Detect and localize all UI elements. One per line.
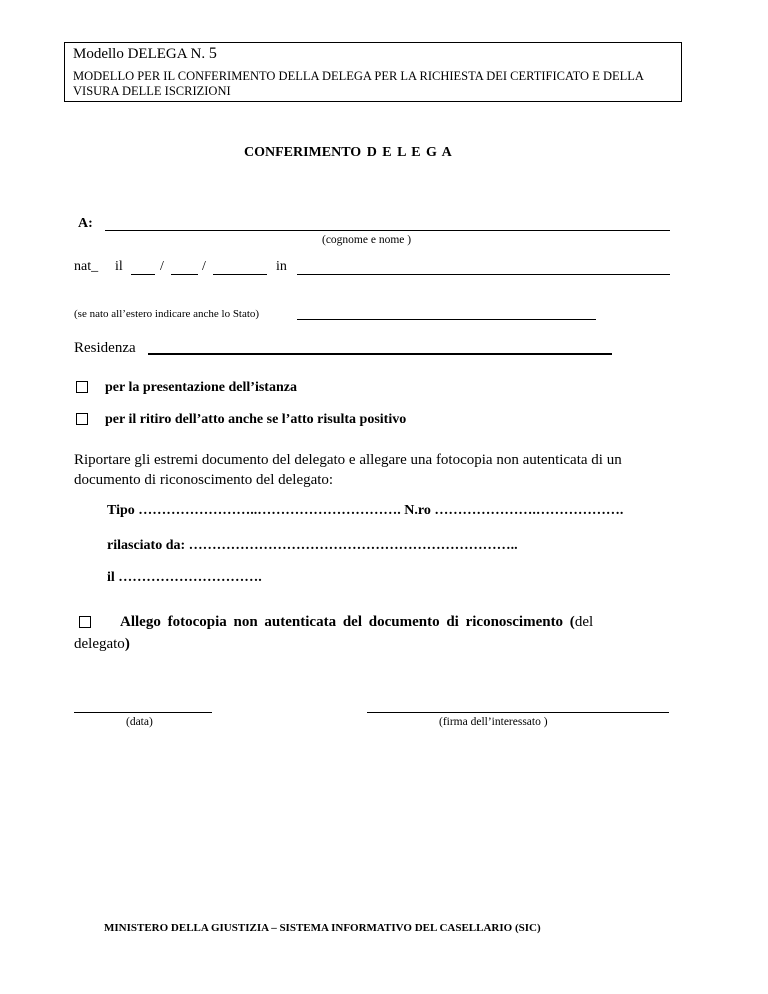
foreign-birth-note: (se nato all’estero indicare anche lo Stato) <box>74 308 260 320</box>
signature-field[interactable] <box>367 712 669 713</box>
birth-day-field[interactable] <box>131 274 155 275</box>
birth-month-field[interactable] <box>171 274 198 275</box>
nat-label: nat_ <box>74 259 99 274</box>
doc-rilasciato-row <box>107 538 518 554</box>
signature-caption: (firma dell’interessato ) <box>439 716 548 728</box>
birth-slash-2: / <box>202 259 206 274</box>
birth-place-field[interactable] <box>297 274 670 275</box>
doc-nro-label: N.ro <box>404 503 431 518</box>
doc-il-label: il <box>107 570 115 585</box>
doc-tipo-label: Tipo <box>107 503 135 518</box>
form-title-n: N. <box>190 46 206 62</box>
residence-label: Residenza <box>74 340 136 356</box>
delegate-name-caption: (cognome e nome ) <box>322 234 412 246</box>
birth-in-label: in <box>276 259 287 274</box>
delegate-label: A: <box>78 216 93 231</box>
doc-rilasciato-field[interactable]: …………………………………………………………….. <box>188 538 518 553</box>
date-caption: (data) <box>126 716 153 728</box>
page-title: CONFERIMENTO D E L E G A <box>244 145 452 160</box>
attachment-label-bold: Allego fotocopia non autenticata del documento di riconoscimento ( <box>120 614 575 630</box>
attachment-label-line1 <box>120 614 593 631</box>
doc-nro-field[interactable]: ………………….………………. <box>434 503 624 518</box>
residence-field[interactable] <box>148 353 612 355</box>
attachment-label-close: ) <box>124 636 130 652</box>
birth-year-field[interactable] <box>213 274 267 275</box>
form-title <box>73 45 217 63</box>
doc-il-row <box>107 570 262 586</box>
form-title-prefix: Modello DELEGA <box>73 46 187 62</box>
attachment-label-del: del <box>574 614 594 630</box>
doc-rilasciato-label: rilasciato da: <box>107 538 186 553</box>
birth-slash-1: / <box>160 259 164 274</box>
delegate-name-field[interactable] <box>105 230 670 231</box>
form-number: 5 <box>208 45 217 62</box>
option-presentazione-checkbox[interactable] <box>76 381 88 393</box>
instructions-text: Riportare gli estremi documento del delegato e allegare una fotocopia non autenticata di un documento di riconoscimento del delegato: <box>74 452 622 488</box>
form-subtitle: MODELLO PER IL CONFERIMENTO DELLA DELEGA PER LA RICHIESTA DEI CERTIFICATO E DELLA VISURA DELLE ISCRIZIONI <box>73 69 644 98</box>
option-ritiro-label: per il ritiro dell’atto anche se l’atto risulta positivo <box>105 412 407 427</box>
birth-il-label: il <box>115 259 123 274</box>
doc-tipo-row <box>107 503 623 519</box>
doc-tipo-field[interactable]: ……………………..…………………………. <box>138 503 401 518</box>
attachment-label-line2 <box>74 636 130 653</box>
page-footer: MINISTERO DELLA GIUSTIZIA – SISTEMA INFORMATIVO DEL CASELLARIO (SIC) <box>104 922 541 934</box>
option-presentazione-label: per la presentazione dell’istanza <box>105 380 297 395</box>
date-field[interactable] <box>74 712 212 713</box>
attachment-checkbox[interactable] <box>79 616 91 628</box>
attachment-label-delegato: delegato <box>74 636 125 652</box>
form-header <box>64 42 682 102</box>
doc-il-field[interactable]: …………………………. <box>118 570 262 585</box>
option-ritiro-checkbox[interactable] <box>76 413 88 425</box>
birth-country-field[interactable] <box>297 319 596 320</box>
